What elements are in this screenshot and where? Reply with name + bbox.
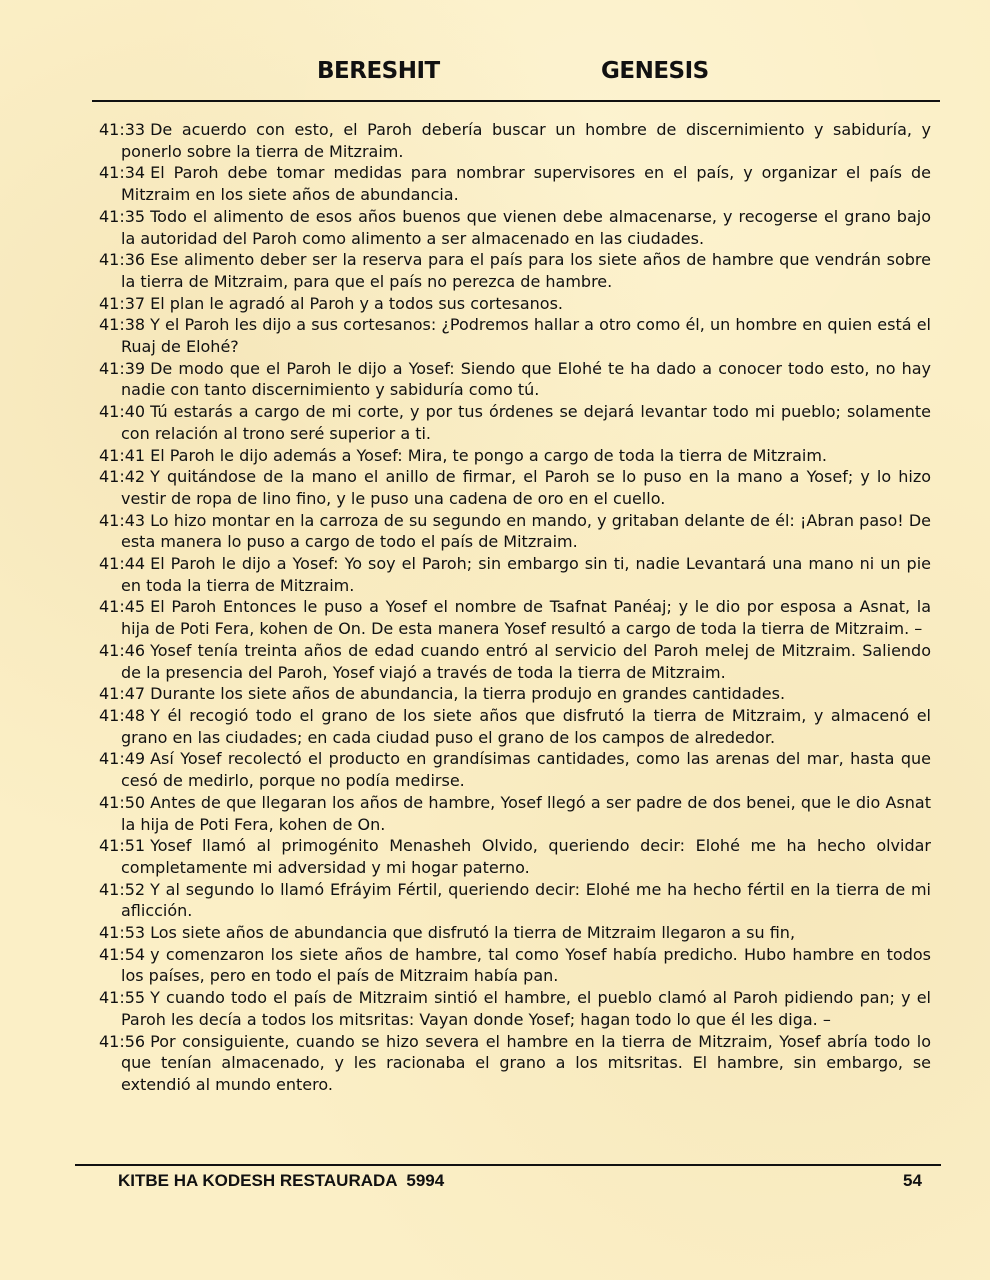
verse bbox=[99, 401, 931, 444]
header-book-english-title: GENESIS bbox=[601, 58, 709, 84]
verse-number: 41:48 bbox=[99, 705, 146, 725]
verse bbox=[99, 705, 931, 748]
verse bbox=[99, 358, 931, 401]
verse-number: 41:40 bbox=[99, 402, 146, 422]
verse-number: 41:56 bbox=[99, 1031, 146, 1051]
verse bbox=[99, 683, 931, 705]
verse-number: 41:36 bbox=[99, 250, 146, 270]
verse-text: Yosef llamó al primogénito Menasheh Olvido, queriendo decir: Elohé me ha hecho olvidar completamente mi adversidad y mi hogar paterno. bbox=[121, 836, 931, 877]
verse-number: 41:37 bbox=[99, 293, 146, 313]
verse-text: Los siete años de abundancia que disfrutó la tierra de Mitzraim llegaron a su fin, bbox=[150, 923, 796, 943]
verse-text: Durante los siete años de abundancia, la tierra produjo en grandes cantidades. bbox=[150, 684, 786, 704]
verse-number: 41:50 bbox=[99, 792, 146, 812]
verse-text: y comenzaron los siete años de hambre, tal como Yosef había predicho. Hubo hambre en todos los países, pero en todo el país de Mitzraim había pan. bbox=[121, 944, 931, 986]
verse-text: El Paroh Entonces le puso a Yosef el nombre de Tsafnat Panéaj; y le dio por esposa a Asnat, la hija de Poti Fera, kohen de On. De esta manera Yosef resultó a cargo de toda la tierra de Mitzraim. – bbox=[121, 597, 931, 639]
verse-text: Por consiguiente, cuando se hizo severa el hambre en la tierra de Mitzraim, Yosef abría todo lo que tenían almacenado, y les racionaba el grano a los mitsritas. El hambre, sin embargo, se extendió al mundo entero. bbox=[121, 1031, 931, 1094]
verse-text: De modo que el Paroh le dijo a Yosef: Siendo que Elohé te ha dado a conocer todo esto, no hay nadie con tanto discernimiento y sabiduría como tú. bbox=[121, 358, 931, 400]
verse bbox=[99, 640, 931, 683]
verse bbox=[99, 944, 931, 987]
verse bbox=[99, 445, 931, 467]
verse-text: Yosef tenía treinta años de edad cuando entró al servicio del Paroh melej de Mitzraim. Saliendo de la presencia del Paroh, Yosef viajó a través de toda la tierra de Mitzraim. bbox=[121, 640, 931, 682]
verse-number: 41:39 bbox=[99, 358, 146, 378]
verse-number: 41:45 bbox=[99, 597, 146, 617]
page-number: 54 bbox=[903, 1171, 922, 1190]
verse-number: 41:54 bbox=[99, 944, 146, 964]
verse-text: El plan le agradó al Paroh y a todos sus cortesanos. bbox=[150, 293, 563, 313]
verse-number: 41:47 bbox=[99, 684, 146, 704]
verse-number: 41:53 bbox=[99, 923, 146, 943]
header-book-hebrew-title: BERESHIT bbox=[317, 58, 440, 84]
verse-number: 41:34 bbox=[99, 163, 146, 183]
verse-list bbox=[99, 119, 931, 1096]
verse-text: El Paroh debe tomar medidas para nombrar supervisores en el país, y organizar el país de Mitzraim en los siete años de abundancia. bbox=[121, 163, 931, 205]
verse bbox=[99, 922, 931, 944]
verse-number: 41:43 bbox=[99, 510, 146, 530]
verse bbox=[99, 162, 931, 205]
verse-text: De acuerdo con esto, el Paroh debería buscar un hombre de discernimiento y sabiduría, y ponerlo sobre la tierra de Mitzraim. bbox=[121, 120, 931, 161]
verse bbox=[99, 119, 931, 162]
verse bbox=[99, 987, 931, 1030]
verse bbox=[99, 748, 931, 791]
verse-text: Y al segundo lo llamó Efráyim Fértil, queriendo decir: Elohé me ha hecho fértil en la tierra de mi aflicción. bbox=[121, 879, 931, 921]
verse-text: Lo hizo montar en la carroza de su segundo en mando, y gritaban delante de él: ¡Abran paso! De esta manera lo puso a cargo de todo el país de Mitzraim. bbox=[121, 510, 931, 552]
verse-number: 41:38 bbox=[99, 315, 146, 335]
verse-number: 41:41 bbox=[99, 445, 146, 465]
page-header bbox=[0, 58, 990, 90]
verse bbox=[99, 792, 931, 835]
verse bbox=[99, 249, 931, 292]
verse-number: 41:52 bbox=[99, 879, 146, 899]
verse-text: Ese alimento deber ser la reserva para el país para los siete años de hambre que vendrán sobre la tierra de Mitzraim, para que el país no perezca de hambre. bbox=[121, 250, 931, 291]
verse bbox=[99, 510, 931, 553]
verse-text: Y cuando todo el país de Mitzraim sintió el hambre, el pueblo clamó al Paroh pidiendo pan; y el Paroh les decía a todos los mitsritas: Vayan donde Yosef; hagan todo lo que él les diga. – bbox=[121, 988, 931, 1029]
verse bbox=[99, 1031, 931, 1096]
verse bbox=[99, 835, 931, 878]
verse bbox=[99, 206, 931, 249]
verse bbox=[99, 293, 931, 315]
verse-number: 41:44 bbox=[99, 554, 146, 574]
verse-text: Así Yosef recolectó el producto en grandísimas cantidades, como las arenas del mar, hasta que cesó de medirlo, porque no podía medirse. bbox=[121, 749, 931, 791]
verse bbox=[99, 553, 931, 596]
verse-text: Antes de que llegaran los años de hambre, Yosef llegó a ser padre de dos benei, que le dio Asnat la hija de Poti Fera, kohen de On. bbox=[121, 792, 931, 834]
verse-number: 41:35 bbox=[99, 206, 146, 226]
verse-text: Y él recogió todo el grano de los siete años que disfrutó la tierra de Mitzraim, y almacenó el grano en las ciudades; en cada ciudad puso el grano de los campos de alrededor. bbox=[121, 705, 931, 747]
verse-text: Tú estarás a cargo de mi corte, y por tus órdenes se dejará levantar todo mi pueblo; solamente con relación al trono seré superior a ti. bbox=[121, 402, 931, 443]
verse-text: Todo el alimento de esos años buenos que vienen debe almacenarse, y recogerse el grano bajo la autoridad del Paroh como alimento a ser almacenado en las ciudades. bbox=[121, 206, 931, 248]
verse bbox=[99, 596, 931, 639]
verse-text: El Paroh le dijo a Yosef: Yo soy el Paroh; sin embargo sin ti, nadie Levantará una mano ni un pie en toda la tierra de Mitzraim. bbox=[121, 554, 931, 595]
verse bbox=[99, 314, 931, 357]
footer-divider bbox=[75, 1164, 941, 1166]
verse bbox=[99, 466, 931, 509]
verse-number: 41:46 bbox=[99, 640, 146, 660]
verse bbox=[99, 879, 931, 922]
verse-number: 41:51 bbox=[99, 836, 146, 856]
verse-number: 41:33 bbox=[99, 120, 146, 139]
verse-number: 41:49 bbox=[99, 749, 146, 769]
verse-number: 41:55 bbox=[99, 988, 146, 1008]
verse-number: 41:42 bbox=[99, 467, 146, 487]
header-divider bbox=[92, 100, 940, 102]
verse-text: Y el Paroh les dijo a sus cortesanos: ¿Podremos hallar a otro como él, un hombre en quien está el Ruaj de Elohé? bbox=[121, 315, 931, 357]
footer-title: KITBE HA KODESH RESTAURADA 5994 bbox=[118, 1171, 445, 1190]
verse-text: Y quitándose de la mano el anillo de firmar, el Paroh se lo puso en la mano a Yosef; y lo hizo vestir de ropa de lino fino, y le puso una cadena de oro en el cuello. bbox=[121, 467, 931, 508]
verse-text: El Paroh le dijo además a Yosef: Mira, te pongo a cargo de toda la tierra de Mitzraim. bbox=[150, 445, 827, 465]
